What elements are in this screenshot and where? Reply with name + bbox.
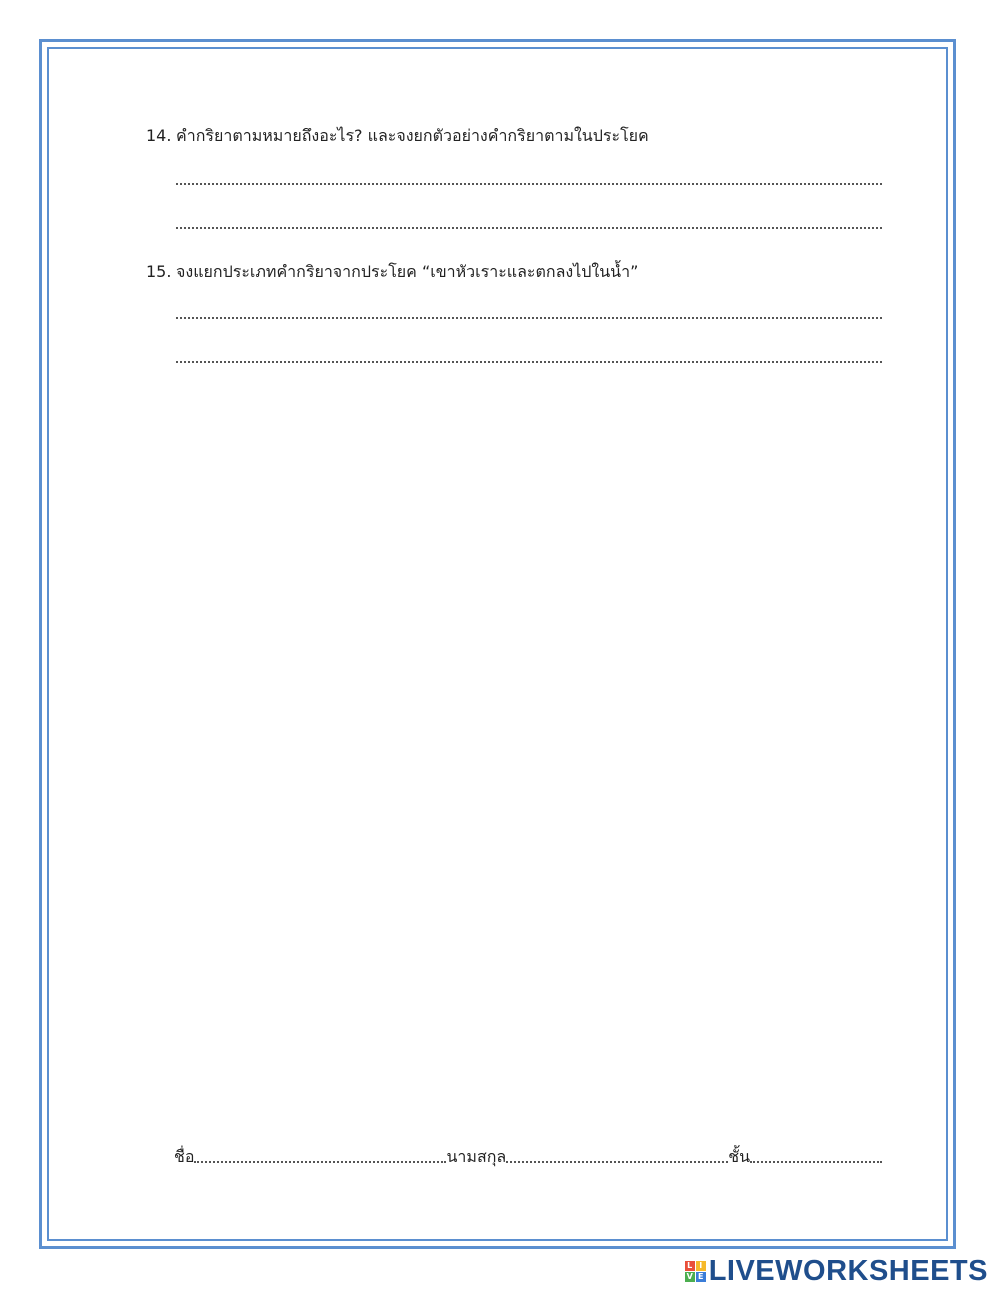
- question-14: [146, 126, 649, 146]
- answer-line-15-2[interactable]: [176, 361, 882, 363]
- liveworksheets-wordmark: LIVEWORKSHEETS: [708, 1254, 988, 1287]
- question-15: [146, 262, 638, 282]
- logo-tile-l: L: [685, 1261, 695, 1271]
- answer-line-14-2[interactable]: [176, 227, 882, 229]
- answer-line-15-1[interactable]: [176, 317, 882, 319]
- class-label: ชั้น: [728, 1147, 750, 1166]
- question-number: 14.: [146, 126, 172, 145]
- name-label: ชื่อ: [174, 1147, 195, 1166]
- surname-field[interactable]: [506, 1161, 728, 1163]
- liveworksheets-logo: [685, 1254, 988, 1288]
- student-info-row: [174, 1145, 882, 1167]
- logo-tile-e: E: [696, 1272, 706, 1282]
- question-text: คำกริยาตามหมายถึงอะไร? และจงยกตัวอย่างคำกริยาตามในประโยค: [176, 126, 649, 145]
- logo-tile-v: V: [686, 1271, 693, 1281]
- logo-tile-i: I: [696, 1261, 706, 1271]
- question-number: 15.: [146, 262, 172, 281]
- liveworksheets-icon: [685, 1261, 706, 1282]
- surname-label: นามสกุล: [446, 1147, 507, 1166]
- name-field[interactable]: [194, 1161, 446, 1163]
- answer-line-14-1[interactable]: [176, 183, 882, 185]
- class-field[interactable]: [750, 1161, 882, 1163]
- question-text: จงแยกประเภทคำกริยาจากประโยค “เขาหัวเราะและตกลงไปในน้ำ”: [176, 262, 639, 281]
